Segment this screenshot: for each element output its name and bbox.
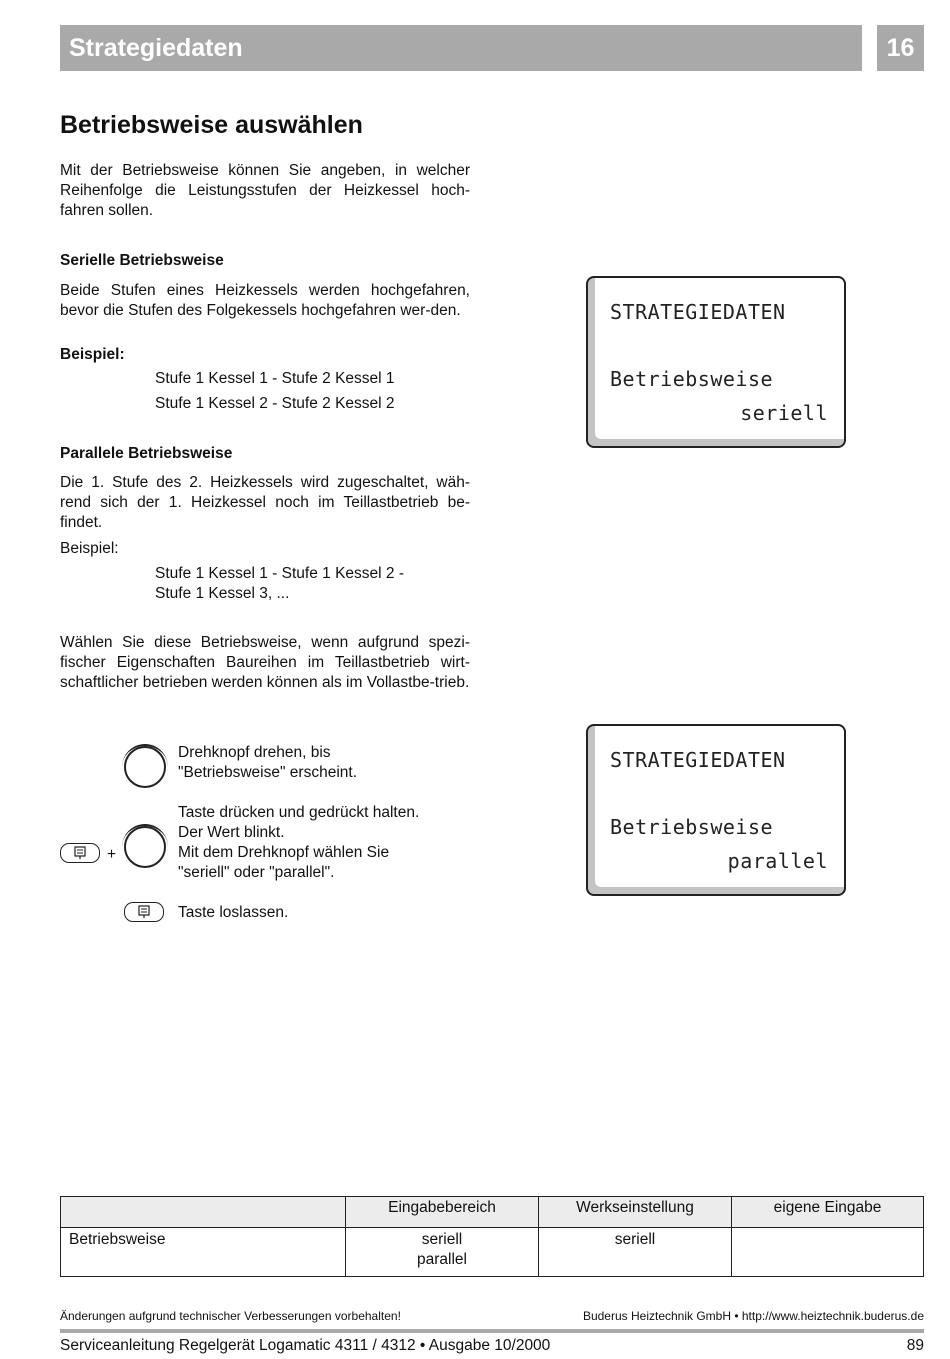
serial-section-title: Serielle Betriebsweise [60, 252, 224, 269]
rotary-knob-icon [124, 826, 166, 868]
serial-example-label: Beispiel: [60, 346, 125, 363]
parameter-table [60, 1196, 924, 1277]
parallel-paragraph: Die 1. Stufe des 2. Heizkessels wird zugeschaltet, wäh-rend sich der 1. Heizkessel noch im Teillastbetrieb be-findet. [60, 474, 470, 531]
display-serial [586, 276, 846, 448]
display-line-2: Betriebsweise [610, 367, 774, 391]
footer-notice: Änderungen aufgrund technischer Verbesserungen vorbehalten! [60, 1309, 401, 1323]
step-1-line-1: Drehknopf drehen, bis [178, 744, 331, 761]
key-glyph-icon [74, 846, 86, 860]
footer-rule [60, 1329, 924, 1333]
plus-sign: + [107, 846, 117, 863]
step-3-text: Taste loslassen. [178, 904, 289, 921]
page-number: 89 [906, 1337, 924, 1354]
step-2-line-2: Der Wert blinkt. [178, 824, 285, 841]
display-line-2: Betriebsweise [610, 815, 774, 839]
serial-example-line-2: Stufe 1 Kessel 2 - Stufe 2 Kessel 2 [155, 395, 395, 412]
table-header-default: Werkseinstellung [539, 1197, 732, 1228]
display-line-1: STRATEGIEDATEN [610, 748, 786, 772]
serial-paragraph: Beide Stufen eines Heizkessels werden hochgefahren, bevor die Stufen des Folgekessels hochgefahren wer-den. [60, 282, 470, 319]
table-header-row [61, 1197, 924, 1228]
step-1-text [178, 743, 357, 783]
display-line-3: parallel [727, 849, 828, 873]
table-cell-default: seriell [539, 1228, 732, 1277]
table-cell-own [732, 1228, 924, 1277]
table-header-range: Eingabebereich [346, 1197, 539, 1228]
choose-paragraph: Wählen Sie diese Betriebsweise, wenn aufgrund spezi-fischer Eigenschaften Baureihen im Teillastbetrieb wirt-schaftlicher betrieben werden können als im Vollastbe-trieb. [60, 634, 470, 691]
step-2-line-1: Taste drücken und gedrückt halten. [178, 804, 420, 821]
table-header-empty [61, 1197, 346, 1228]
step-2-text [178, 803, 419, 883]
chapter-title-bar [60, 25, 862, 71]
range-option-1: seriell [421, 1231, 463, 1248]
parallel-section-title: Parallele Betriebsweise [60, 445, 233, 462]
display-line-3: seriell [740, 401, 828, 425]
step-2-line-3: Mit dem Drehknopf wählen Sie [178, 844, 390, 861]
intro-paragraph: Mit der Betriebsweise können Sie angeben, in welcher Reihenfolge die Leistungsstufen der Heizkessel hoch-fahren sollen. [60, 162, 470, 219]
chapter-number: 16 [877, 25, 924, 71]
key-glyph-icon [138, 905, 150, 919]
parallel-example-line-1: Stufe 1 Kessel 1 - Stufe 1 Kessel 2 - [155, 565, 404, 582]
footer-manual-title: Serviceanleitung Regelgerät Logamatic 4311 / 4312 • Ausgabe 10/2000 [60, 1337, 551, 1354]
parallel-example-label: Beispiel: [60, 540, 119, 557]
range-option-2: parallel [417, 1251, 467, 1268]
key-icon [60, 843, 100, 863]
display-line-1: STRATEGIEDATEN [610, 300, 786, 324]
table-header-own: eigene Eingabe [732, 1197, 924, 1228]
step-1-line-2: "Betriebsweise" erscheint. [178, 764, 357, 781]
table-cell-name: Betriebsweise [61, 1228, 346, 1277]
table-row [61, 1228, 924, 1277]
chapter-title: Strategiedaten [69, 34, 243, 62]
table-cell-range [346, 1228, 539, 1277]
parallel-example-line-2: Stufe 1 Kessel 3, ... [155, 585, 290, 602]
display-parallel [586, 724, 846, 896]
key-icon [124, 902, 164, 922]
serial-example-line-1: Stufe 1 Kessel 1 - Stufe 2 Kessel 1 [155, 370, 395, 387]
footer-company: Buderus Heiztechnik GmbH • http://www.heiztechnik.buderus.de [582, 1309, 924, 1323]
step-2-line-4: "seriell" oder "parallel". [178, 864, 335, 881]
rotary-knob-icon [124, 746, 166, 788]
page-heading: Betriebsweise auswählen [60, 111, 363, 139]
